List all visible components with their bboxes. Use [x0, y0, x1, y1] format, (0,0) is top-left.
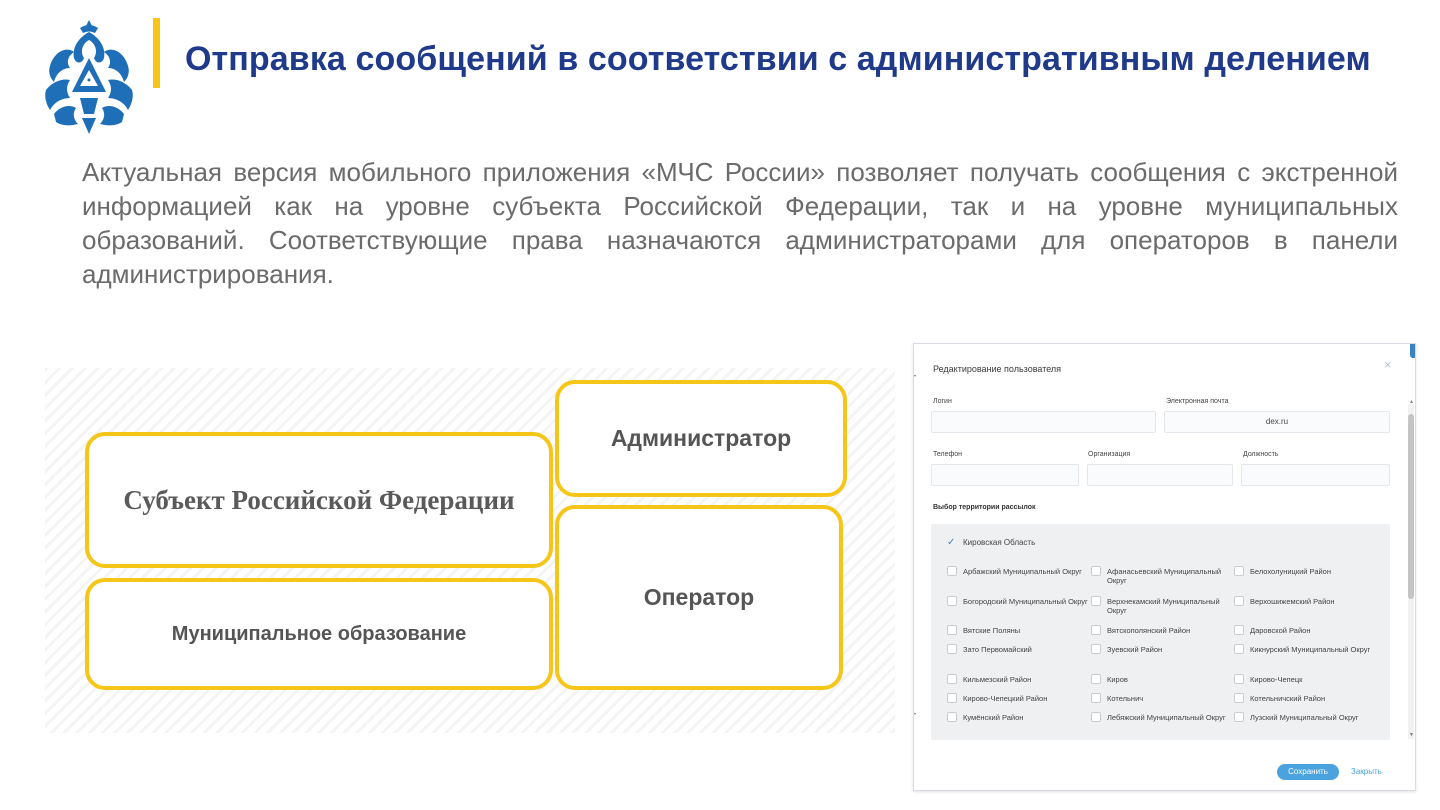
close-icon[interactable]: ×: [1384, 357, 1392, 372]
district-label: Зато Первомайский: [963, 645, 1032, 654]
phone-label: Телефон: [933, 451, 963, 458]
district-checkbox[interactable]: [1234, 644, 1244, 654]
intro-paragraph: Актуальная версия мобильного приложения «МЧС России» позволяет получать сообщения с экстренной информацией как на уровне субъекта Российской Федерации, так и на уровне муниципальных образований. Соответствующие права назначаются администраторами для операторов в панели администрирования.: [82, 157, 1398, 289]
district-checkbox[interactable]: [1234, 566, 1244, 576]
administrator-box: [555, 380, 847, 497]
edit-user-dialog: [913, 343, 1416, 791]
district-checkbox[interactable]: [1091, 566, 1101, 576]
district-checkbox[interactable]: [1091, 625, 1101, 635]
side-marker: •: [914, 712, 917, 718]
login-label: Логин: [933, 398, 952, 405]
scrollbar-thumb[interactable]: [1408, 414, 1414, 599]
save-button[interactable]: Сохранить: [1277, 764, 1339, 780]
district-label: Зуевский Район: [1107, 645, 1163, 654]
district-label: Вятскополянский Район: [1107, 626, 1191, 635]
district-label: Верхошижемский Район: [1250, 597, 1335, 606]
district-checkbox[interactable]: [1091, 712, 1101, 722]
district-label: Арбажский Муниципальный Округ: [963, 567, 1082, 576]
region-label: Кировская Область: [963, 538, 1036, 547]
email-input[interactable]: dex.ru: [1164, 411, 1390, 433]
district-label: Афанасьевский Муниципальный Округ: [1107, 567, 1222, 585]
mchs-emblem-icon: [44, 18, 134, 136]
district-label: Кильмезский Район: [963, 675, 1032, 684]
login-input[interactable]: [931, 411, 1156, 433]
district-checkbox[interactable]: [1234, 674, 1244, 684]
subject-box: [85, 432, 553, 568]
organization-input[interactable]: [1087, 464, 1233, 486]
district-checkbox[interactable]: [947, 596, 957, 606]
municipality-box: [85, 578, 553, 690]
district-label: Котельничский Район: [1250, 694, 1326, 703]
district-label: Даровской Район: [1250, 626, 1311, 635]
territory-section-label: Выбор территории рассылок: [933, 504, 1036, 511]
district-label: Кумёнский Район: [963, 713, 1024, 722]
side-marker: •: [914, 374, 917, 380]
dialog-title: Редактирование пользователя: [933, 364, 1062, 374]
email-label: Электронная почта: [1166, 398, 1229, 405]
district-checkbox[interactable]: [1091, 674, 1101, 684]
organization-label: Организация: [1088, 451, 1131, 458]
district-checkbox[interactable]: [947, 644, 957, 654]
district-checkbox[interactable]: [947, 625, 957, 635]
district-checkbox[interactable]: [1234, 596, 1244, 606]
scroll-down-icon[interactable]: ▼: [1409, 732, 1414, 738]
district-checkbox[interactable]: [947, 693, 957, 703]
administrator-label: Администратор: [610, 425, 792, 451]
district-label: Верхнекамский Муниципальный Округ: [1107, 597, 1220, 615]
district-label: Киров: [1107, 675, 1128, 684]
district-checkbox[interactable]: [1091, 596, 1101, 606]
district-label: Кирово-Чепецкий Район: [963, 694, 1048, 703]
district-checkbox[interactable]: [947, 712, 957, 722]
municipality-label: Муниципальное образование: [171, 622, 467, 645]
district-label: Кикнурский Муниципальный Округ: [1250, 645, 1371, 654]
position-label: Должность: [1243, 451, 1279, 458]
district-checkbox[interactable]: [1234, 712, 1244, 722]
district-label: Вятские Поляны: [963, 626, 1021, 635]
district-label: Лузский Муниципальный Округ: [1250, 713, 1359, 722]
phone-input[interactable]: [931, 464, 1079, 486]
district-label: Кирово-Чепецк: [1250, 675, 1303, 684]
checkmark-icon[interactable]: ✓: [947, 537, 956, 548]
scroll-up-icon[interactable]: ▲: [1409, 399, 1414, 405]
district-checkbox[interactable]: [1234, 625, 1244, 635]
district-label: Белохолуницкий Район: [1250, 567, 1331, 576]
district-label: Лебяжский Муниципальный Округ: [1107, 713, 1226, 722]
close-button[interactable]: Закрыть: [1351, 767, 1382, 776]
district-checkbox[interactable]: [947, 566, 957, 576]
slide-title: Отправка сообщений в соответствии с административным делением: [185, 40, 1371, 78]
position-input[interactable]: [1241, 464, 1390, 486]
district-checkbox[interactable]: [1091, 644, 1101, 654]
dialog-accent: [1410, 344, 1415, 358]
district-label: Богородский Муниципальный Округ: [963, 597, 1088, 606]
subject-label: Субъект Российской Федерации: [123, 484, 515, 515]
district-checkbox[interactable]: [947, 674, 957, 684]
operator-label: Оператор: [643, 584, 755, 610]
district-checkbox[interactable]: [1091, 693, 1101, 703]
district-label: Котельнич: [1107, 694, 1144, 703]
operator-box: [555, 505, 843, 690]
title-accent-bar: [153, 18, 160, 88]
district-checkbox[interactable]: [1234, 693, 1244, 703]
